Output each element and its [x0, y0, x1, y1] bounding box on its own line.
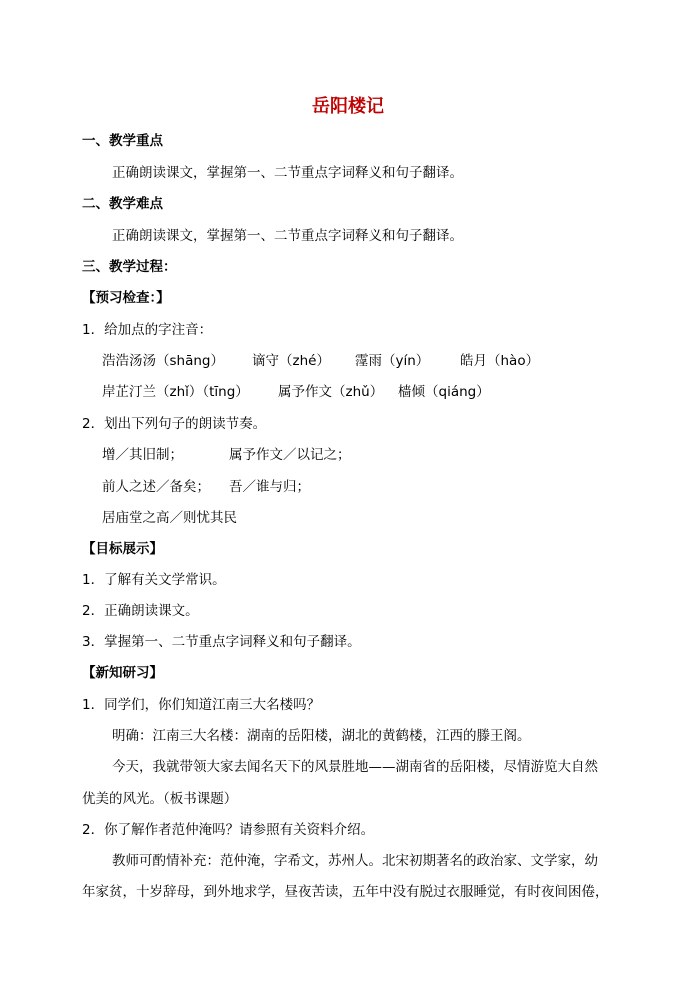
pinyin-item: 霪雨（yín） — [355, 353, 430, 369]
pinyin-item: 谪守（zhé） — [252, 353, 330, 369]
rhythm-item: 前人之述／备矣； — [102, 479, 210, 495]
goal-item: 1．了解有关文学常识。 — [82, 572, 226, 588]
section-heading-process: 三、教学过程： — [82, 259, 177, 275]
newknow-question-1: 1．同学们，你们知道江南三大名楼吗？ — [82, 697, 321, 713]
section-heading-focus: 一、教学重点 — [82, 133, 163, 149]
pinyin-item: 皓月（hào） — [460, 353, 540, 369]
section-body-focus: 正确朗读课文，掌握第一、二节重点字词释义和句子翻译。 — [112, 165, 463, 181]
section-heading-difficulty: 二、教学难点 — [82, 196, 163, 212]
newknow-paragraph-2a: 教师可酌情补充：范仲淹，字希文，苏州人。北宋初期著名的政治家、文学家，幼 — [112, 853, 598, 869]
rhythm-item: 吾／谁与归； — [229, 479, 310, 495]
preview-question-1: 1．给加点的字注音： — [82, 322, 213, 338]
newknow-paragraph-1a: 今天，我就带领大家去闻名天下的风景胜地——湖南省的岳阳楼，尽情游览大自然 — [112, 759, 598, 775]
pinyin-item: 岸芷汀兰（zhǐ）（tīng） — [102, 384, 249, 400]
rhythm-item: 属予作文／以记之； — [229, 447, 351, 463]
newknow-heading: 【新知研习】 — [82, 665, 163, 681]
rhythm-item: 增／其旧制； — [102, 447, 183, 463]
page-title: 岳阳楼记 — [312, 96, 384, 117]
goals-heading: 【目标展示】 — [82, 541, 163, 557]
rhythm-row-3: 居庙堂之高／则忧其民 — [102, 510, 237, 526]
goal-item: 3．掌握第一、二节重点字词释义和句子翻译。 — [82, 634, 361, 650]
newknow-question-2: 2．你了解作者范仲淹吗？请参照有关资料介绍。 — [82, 822, 375, 838]
preview-question-2: 2．划出下列句子的朗读节奏。 — [82, 416, 267, 432]
pinyin-item: 属予作文（zhǔ） — [278, 384, 384, 400]
preview-heading: 【预习检查：】 — [82, 290, 170, 306]
section-body-difficulty: 正确朗读课文，掌握第一、二节重点字词释义和句子翻译。 — [112, 228, 463, 244]
newknow-paragraph-1b: 优美的风光。（板书课题） — [82, 791, 238, 807]
newknow-answer-1: 明确：江南三大名楼：湖南的岳阳楼，湖北的黄鹤楼，江西的滕王阁。 — [112, 728, 531, 744]
goal-item: 2．正确朗读课文。 — [82, 603, 199, 619]
pinyin-item: 浩浩汤汤（shāng） — [102, 353, 224, 369]
pinyin-item: 樯倾（qiáng） — [398, 384, 490, 400]
newknow-paragraph-2b: 年家贫，十岁辞母，到外地求学，昼夜苦读，五年中没有脱过衣服睡觉，有时夜间困倦， — [82, 884, 609, 900]
